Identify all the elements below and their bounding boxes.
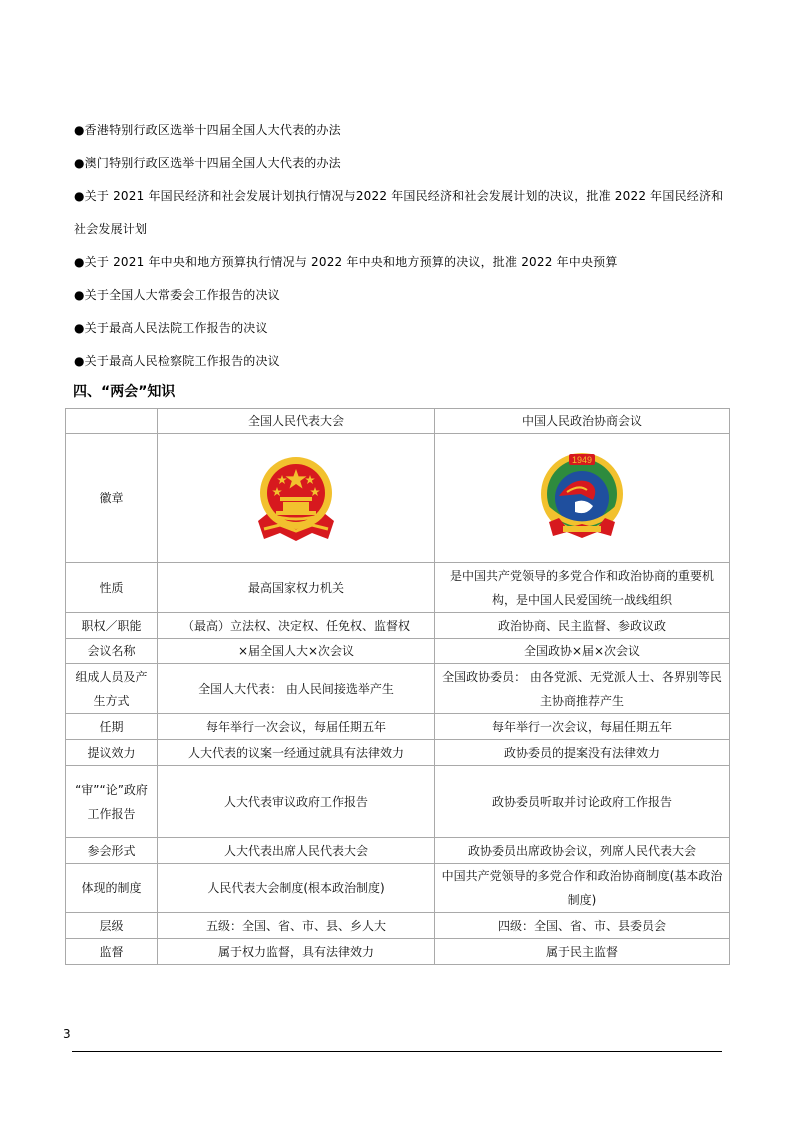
table-cell: （最高）立法权、决定权、任免权、监督权 bbox=[158, 613, 435, 639]
table-row bbox=[66, 434, 730, 563]
table-cell: 属于民主监督 bbox=[435, 939, 730, 965]
table-cell: 每年举行一次会议，每届任期五年 bbox=[435, 714, 730, 740]
table-cell: 全国人大代表： 由人民间接选举产生 bbox=[158, 664, 435, 714]
npc-emblem-cell bbox=[158, 434, 435, 563]
row-label: 体现的制度 bbox=[66, 864, 158, 913]
bullet-icon: ● bbox=[74, 156, 85, 170]
table-row bbox=[66, 639, 730, 664]
list-item: ●香港特别行政区选举十四届全国人大代表的办法 bbox=[74, 123, 341, 137]
table-cell: 政协委员听取并讨论政府工作报告 bbox=[435, 766, 730, 838]
list-item: ●关于全国人大常委会工作报告的决议 bbox=[74, 288, 280, 302]
list-item: ●关于最高人民法院工作报告的决议 bbox=[74, 321, 268, 335]
row-label: “审”“论”政府工作报告 bbox=[66, 766, 158, 838]
row-label: 徽章 bbox=[66, 434, 158, 563]
table-cell: 政协委员出席政协会议，列席人民代表大会 bbox=[435, 838, 730, 864]
table-cell: 政治协商、民主监督、参政议政 bbox=[435, 613, 730, 639]
table-cell: 是中国共产党领导的多党合作和政治协商的重要机构，是中国人民爱国统一战线组织 bbox=[435, 563, 730, 613]
table-row bbox=[66, 766, 730, 838]
row-label: 职权／职能 bbox=[66, 613, 158, 639]
table-row bbox=[66, 939, 730, 965]
column-header-npc: 全国人民代表大会 bbox=[158, 409, 435, 434]
section-heading: 四、“两会”知识 bbox=[73, 384, 176, 400]
row-label: 性质 bbox=[66, 563, 158, 613]
table-row bbox=[66, 563, 730, 613]
table-cell: 人大代表的议案一经通过就具有法律效力 bbox=[158, 740, 435, 766]
row-label: 层级 bbox=[66, 913, 158, 939]
row-label: 监督 bbox=[66, 939, 158, 965]
table-cell: 中国共产党领导的多党合作和政治协商制度(基本政治制度) bbox=[435, 864, 730, 913]
table-cell: 五级：全国、省、市、县、乡人大 bbox=[158, 913, 435, 939]
bullet-icon: ● bbox=[74, 288, 85, 302]
table-cell: 属于权力监督，具有法律效力 bbox=[158, 939, 435, 965]
row-label: 组成人员及产生方式 bbox=[66, 664, 158, 714]
list-item: ●关于 2021 年中央和地方预算执行情况与 2022 年中央和地方预算的决议，批准 2022 年中央预算 bbox=[74, 255, 618, 269]
bullet-icon: ● bbox=[74, 189, 85, 203]
table-row bbox=[66, 913, 730, 939]
national-emblem-icon bbox=[248, 449, 344, 547]
table-cell: 全国政协×届×次会议 bbox=[435, 639, 730, 664]
cppcc-emblem-icon bbox=[527, 448, 637, 548]
table-row bbox=[66, 864, 730, 913]
table-cell: 全国政协委员： 由各党派、无党派人士、各界别等民主协商推荐产生 bbox=[435, 664, 730, 714]
table-cell: 四级：全国、省、市、县委员会 bbox=[435, 913, 730, 939]
table-cell: 人大代表出席人民代表大会 bbox=[158, 838, 435, 864]
table-cell: 人大代表审议政府工作报告 bbox=[158, 766, 435, 838]
bullet-icon: ● bbox=[74, 255, 85, 269]
table-cell bbox=[66, 409, 158, 434]
row-label: 会议名称 bbox=[66, 639, 158, 664]
resolution-list bbox=[74, 114, 724, 378]
list-item: ●关于最高人民检察院工作报告的决议 bbox=[74, 354, 280, 368]
row-label: 提议效力 bbox=[66, 740, 158, 766]
table-header-row bbox=[66, 409, 730, 434]
bullet-icon: ● bbox=[74, 321, 85, 335]
cppcc-emblem-cell bbox=[435, 434, 730, 563]
row-label: 任期 bbox=[66, 714, 158, 740]
table-cell: 每年举行一次会议，每届任期五年 bbox=[158, 714, 435, 740]
emblem-year: 1949 bbox=[571, 455, 593, 465]
table-row bbox=[66, 714, 730, 740]
comparison-table bbox=[65, 408, 730, 965]
table-cell: 政协委员的提案没有法律效力 bbox=[435, 740, 730, 766]
table-cell: ×届全国人大×次会议 bbox=[158, 639, 435, 664]
row-label: 参会形式 bbox=[66, 838, 158, 864]
bullet-icon: ● bbox=[74, 123, 85, 137]
footer-divider bbox=[72, 1051, 722, 1052]
table-cell: 最高国家权力机关 bbox=[158, 563, 435, 613]
column-header-cppcc: 中国人民政治协商会议 bbox=[435, 409, 730, 434]
table-cell: 人民代表大会制度(根本政治制度) bbox=[158, 864, 435, 913]
table-row bbox=[66, 740, 730, 766]
table-row bbox=[66, 838, 730, 864]
table-row bbox=[66, 664, 730, 714]
table-row bbox=[66, 613, 730, 639]
list-item: ●澳门特别行政区选举十四届全国人大代表的办法 bbox=[74, 156, 341, 170]
list-item: ●关于 2021 年国民经济和社会发展计划执行情况与2022 年国民经济和社会发展计划的决议，批准 2022 年国民经济和社会发展计划 bbox=[74, 189, 724, 236]
bullet-icon: ● bbox=[74, 354, 85, 368]
page-number: 3 bbox=[63, 1027, 71, 1041]
